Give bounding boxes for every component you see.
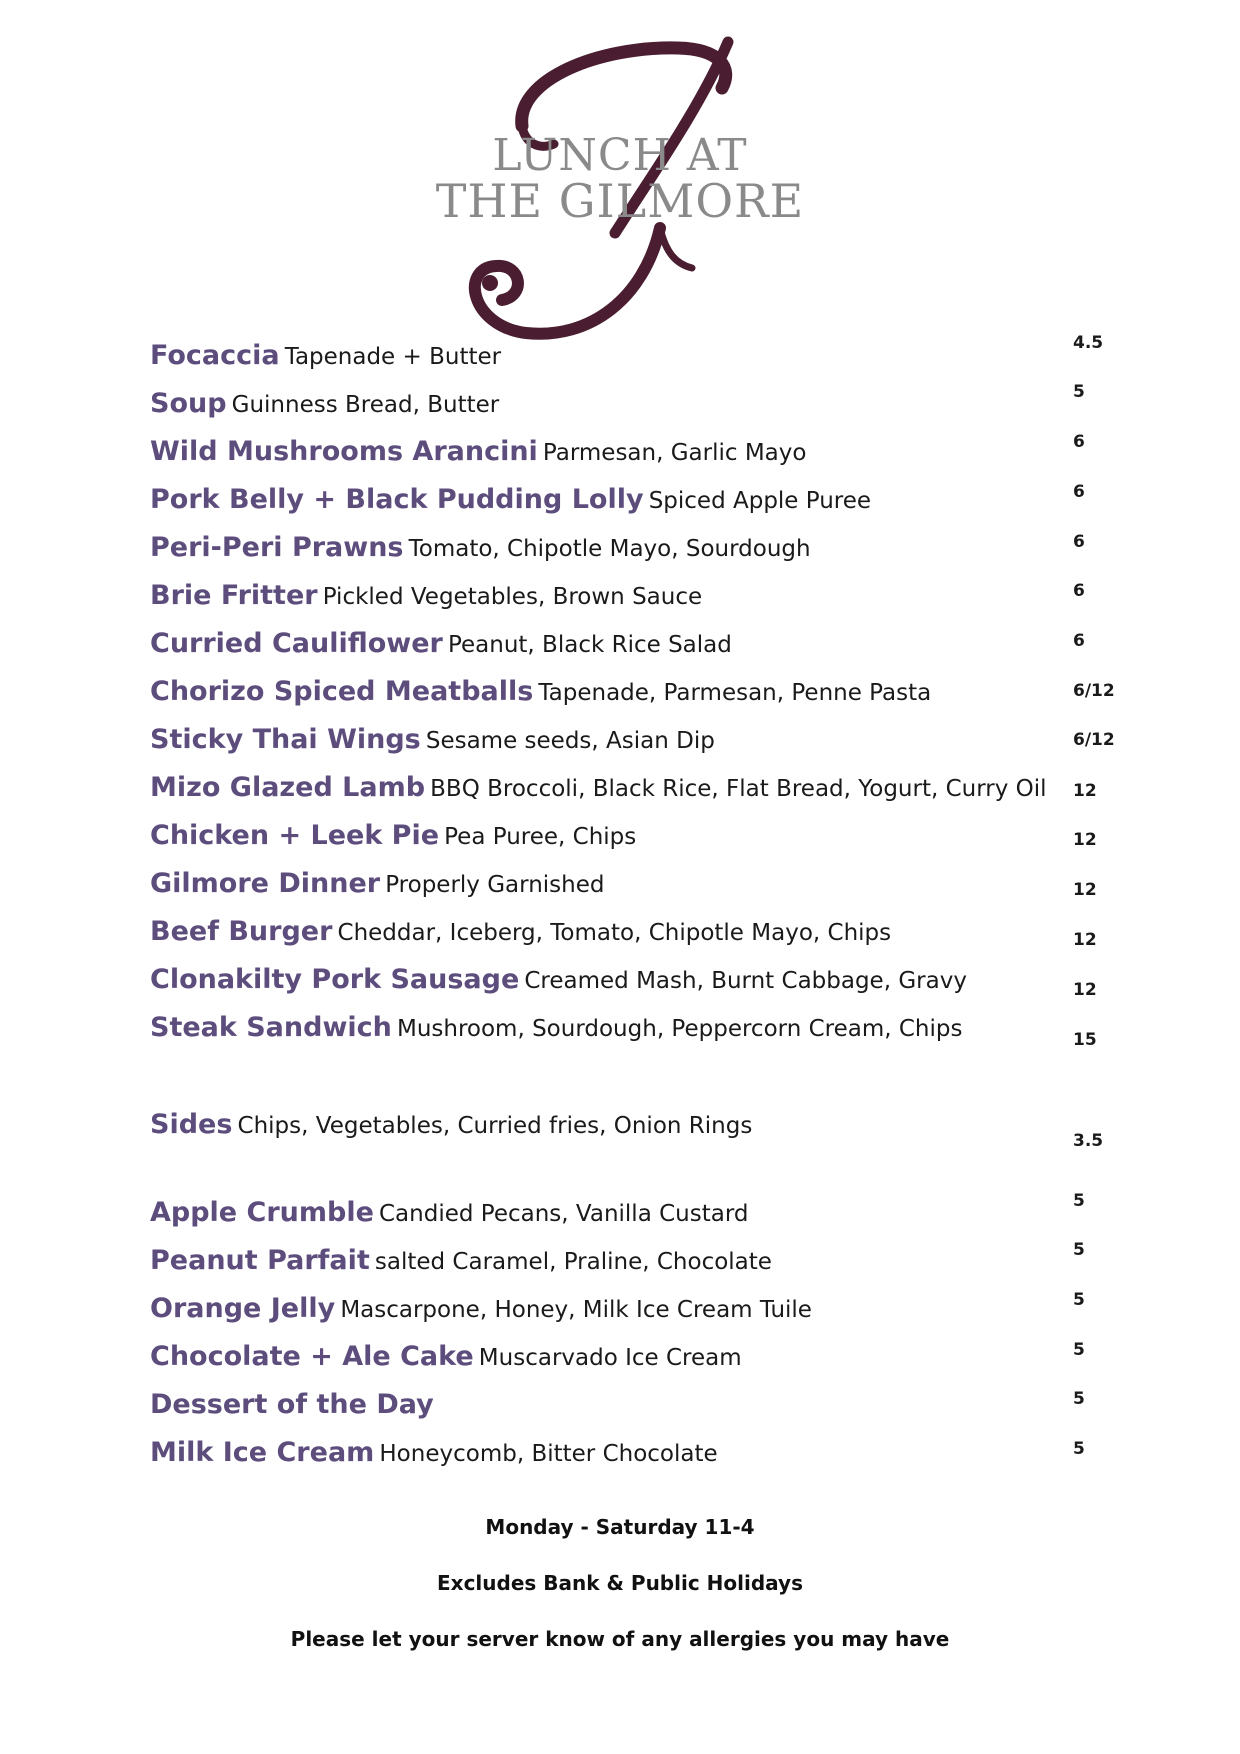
item-description: Mushroom, Sourdough, Peppercorn Cream, Chips [396, 1016, 963, 1042]
item-name: Steak Sandwich [150, 1012, 392, 1043]
item-price: 12 [1073, 980, 1097, 1000]
menu-item [150, 964, 1150, 1004]
item-description: salted Caramel, Praline, Chocolate [374, 1249, 772, 1275]
item-description: BBQ Broccoli, Black Rice, Flat Bread, Yogurt, Curry Oil [430, 776, 1047, 802]
menu-item [150, 1389, 1150, 1429]
menu-item [150, 1290, 1150, 1333]
menu-item [150, 580, 1150, 620]
item-price: 3.5 [1073, 1131, 1104, 1151]
menu-item [150, 532, 1150, 572]
item-description: Candied Pecans, Vanilla Custard [379, 1201, 749, 1227]
menu-item [150, 628, 1150, 668]
item-description: Chips, Vegetables, Curried fries, Onion Rings [237, 1113, 753, 1139]
item-price: 5 [1073, 1191, 1085, 1211]
item-description: Tapenade, Parmesan, Penne Pasta [538, 680, 932, 706]
item-name: Sides [150, 1109, 233, 1140]
item-name: Clonakilty Pork Sausage [150, 964, 520, 995]
opening-hours: Monday - Saturday 11-4 [485, 1515, 755, 1539]
item-description: Muscarvado Ice Cream [478, 1345, 742, 1371]
menu-item [150, 1012, 1150, 1052]
item-price: 6/12 [1073, 730, 1115, 750]
item-price: 6 [1073, 482, 1085, 502]
item-name: Peanut Parfait [150, 1245, 370, 1276]
item-price: 5 [1073, 1439, 1085, 1459]
allergy-notice: Please let your server know of any allergies you may have [290, 1627, 950, 1651]
item-description: Guinness Bread, Butter [231, 392, 500, 418]
item-price: 12 [1073, 930, 1097, 950]
item-price: 5 [1073, 382, 1085, 402]
menu-item [150, 916, 1150, 956]
item-name: Wild Mushrooms Arancini [150, 436, 538, 467]
menu-item [150, 1191, 1150, 1237]
item-price: 12 [1073, 880, 1097, 900]
menu-item [150, 724, 1150, 764]
item-description: Pickled Vegetables, Brown Sauce [322, 584, 703, 610]
menu-item [150, 820, 1150, 860]
item-name: Curried Cauliflower [150, 628, 443, 659]
menu-item [150, 432, 1150, 476]
menu-item [150, 382, 1150, 428]
menu-item [150, 676, 1150, 716]
item-price: 6 [1073, 432, 1085, 452]
item-price: 12 [1073, 830, 1097, 850]
item-name: Sticky Thai Wings [150, 724, 421, 755]
item-description: Spiced Apple Puree [648, 488, 872, 514]
item-name: Pork Belly + Black Pudding Lolly [150, 484, 644, 515]
item-price: 6 [1073, 631, 1085, 651]
item-description: Sesame seeds, Asian Dip [425, 728, 715, 754]
item-name: Beef Burger [150, 916, 333, 947]
item-name: Dessert of the Day [150, 1389, 434, 1420]
menu-item [150, 868, 1150, 908]
item-description: Cheddar, Iceberg, Tomato, Chipotle Mayo, Chips [337, 920, 892, 946]
menu-item [150, 333, 1150, 380]
item-price: 15 [1073, 1030, 1097, 1050]
item-price: 4.5 [1073, 333, 1104, 353]
item-price: 12 [1073, 781, 1097, 801]
item-description: Properly Garnished [385, 872, 605, 898]
item-name: Milk Ice Cream [150, 1437, 375, 1468]
item-name: Peri-Peri Prawns [150, 532, 404, 563]
item-name: Mizo Glazed Lamb [150, 772, 426, 803]
item-name: Brie Fritter [150, 580, 318, 611]
item-name: Soup [150, 388, 227, 419]
menu-item [150, 1341, 1150, 1381]
item-name: Focaccia [150, 340, 280, 371]
item-price: 6 [1073, 532, 1085, 552]
item-description: Pea Puree, Chips [444, 824, 637, 850]
menu-item-sides [150, 1109, 1150, 1149]
item-name: Orange Jelly [150, 1293, 336, 1324]
item-name: Chicken + Leek Pie [150, 820, 440, 851]
item-description: Tomato, Chipotle Mayo, Sourdough [408, 536, 811, 562]
menu-item [150, 1240, 1150, 1285]
logo-line-the-gilmore: THE GILMORE [435, 174, 805, 228]
item-description: Creamed Mash, Burnt Cabbage, Gravy [524, 968, 967, 994]
item-price: 5 [1073, 1290, 1085, 1310]
menu-item [150, 772, 1150, 812]
item-description: Peanut, Black Rice Salad [447, 632, 732, 658]
item-price: 5 [1073, 1340, 1085, 1360]
item-name: Apple Crumble [150, 1197, 374, 1228]
item-name: Chorizo Spiced Meatballs [150, 676, 534, 707]
item-name: Chocolate + Ale Cake [150, 1341, 474, 1372]
logo-line-lunch-at: LUNCH AT [492, 130, 748, 181]
holiday-exclusion-note: Excludes Bank & Public Holidays [437, 1571, 803, 1595]
menu-item [150, 484, 1150, 524]
item-price: 5 [1073, 1240, 1085, 1260]
item-description: Tapenade + Butter [284, 344, 502, 370]
item-price: 6 [1073, 581, 1085, 601]
item-price: 6/12 [1073, 681, 1115, 701]
item-description: Honeycomb, Bitter Chocolate [379, 1441, 718, 1467]
item-name: Gilmore Dinner [150, 868, 381, 899]
item-price: 5 [1073, 1389, 1085, 1409]
menu-item [150, 1437, 1150, 1477]
item-description: Mascarpone, Honey, Milk Ice Cream Tuile [340, 1297, 812, 1323]
item-description: Parmesan, Garlic Mayo [542, 440, 807, 466]
